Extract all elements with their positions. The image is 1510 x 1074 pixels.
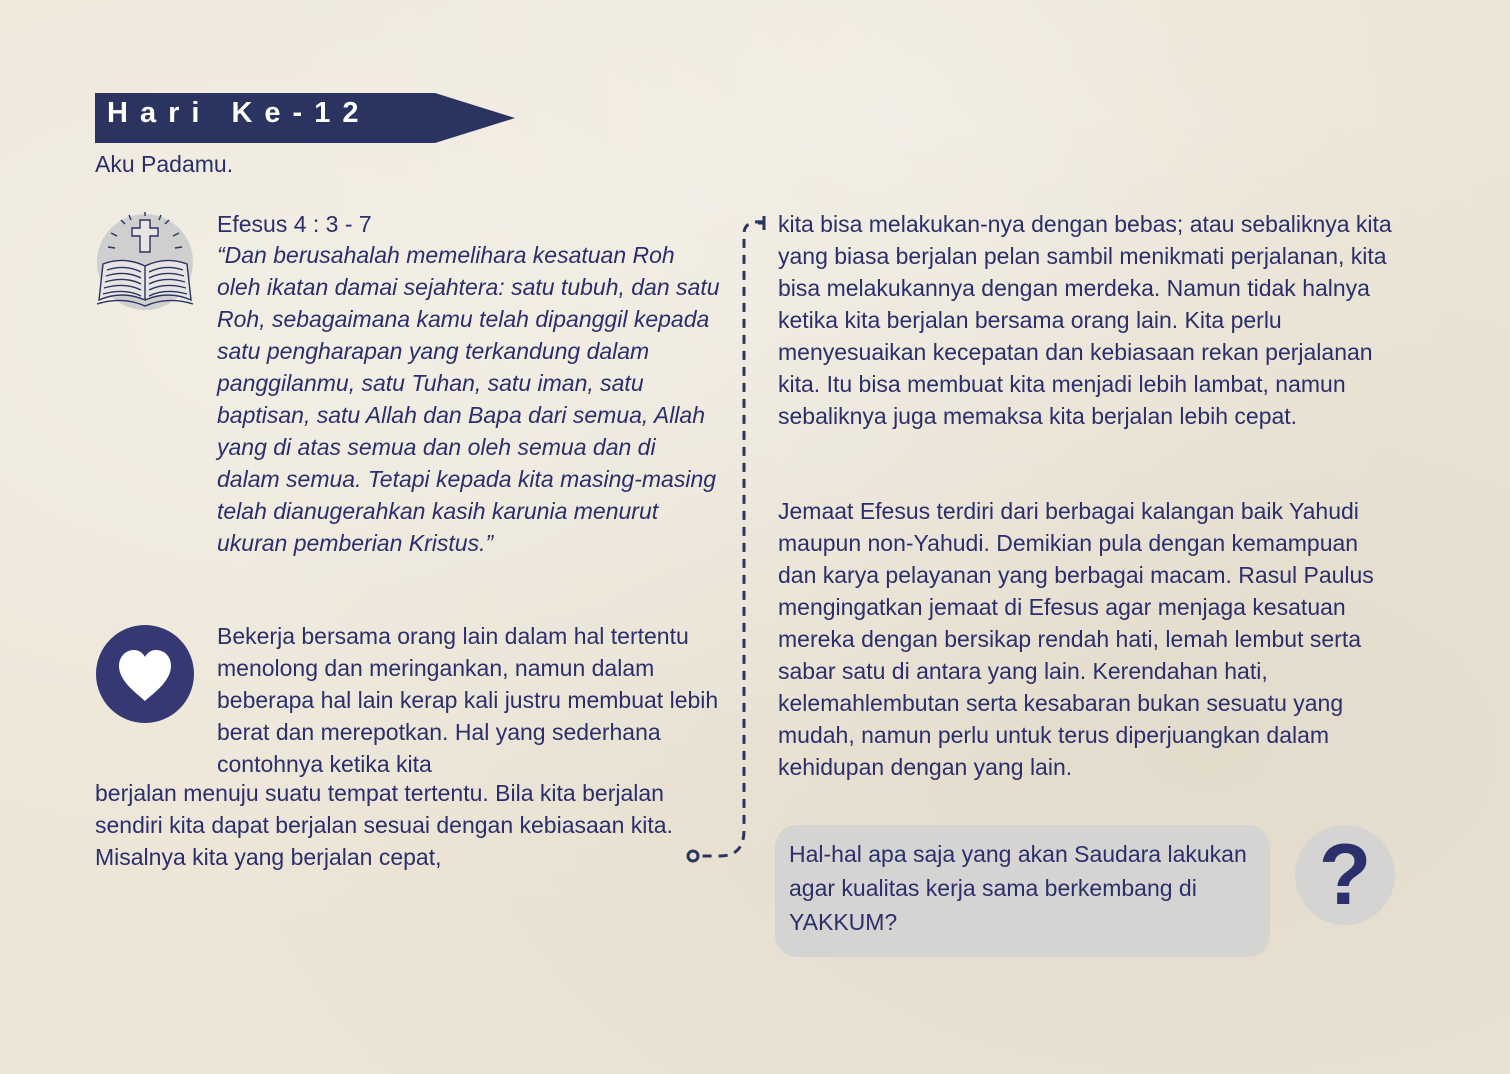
reflection-paragraph-right-1: kita bisa melakukan-nya dengan bebas; atau sebaliknya kita yang biasa berjalan pelan sambil menikmati perjalanan, kita bisa melakukannya dengan merdeka. Namun tidak halnya ketika kita berjalan bersama orang lain. Kita perlu menyesuaikan kecepatan dan kebiasaan rekan perjalanan kita. Itu bisa membuat kita menjadi lebih lambat, namun sebaliknya juga memaksa kita berjalan lebih cepat. bbox=[778, 211, 1392, 429]
scripture-reference: Efesus 4 : 3 - 7 bbox=[217, 211, 372, 237]
question-box bbox=[775, 825, 1270, 957]
question-mark-symbol: ? bbox=[1318, 827, 1372, 923]
bible-cross-icon bbox=[95, 212, 195, 312]
reflection-paragraph-right-2: Jemaat Efesus terdiri dari berbagai kalangan baik Yahudi maupun non-Yahudi. Demikian pula dengan kemampuan dan karya pelayanan yang berbagai macam. Rasul Paulus mengingatkan jemaat di Efesus agar menjaga kesatuan mereka dengan bersikap rendah hati, lemah lembut serta sabar satu di antara yang lain. Kerendahan hati, kelemahlembutan serta kesabaran bukan sesuatu yang mudah, namun perlu untuk terus diperjuangkan dalam kehidupan dengan yang lain. bbox=[778, 498, 1374, 780]
question-mark-icon bbox=[1295, 825, 1395, 925]
question-text: Hal-hal apa saja yang akan Saudara lakukan agar kualitas kerja sama berkembang di YAKKUM? bbox=[789, 841, 1247, 935]
day-title: Hari Ke-12 bbox=[107, 97, 371, 129]
day-banner bbox=[95, 93, 515, 143]
reflection-paragraph-left-bottom: berjalan menuju suatu tempat tertentu. Bila kita berjalan sendiri kita dapat berjalan sesuai dengan kebiasaan kita. Misalnya kita yang berjalan cepat, bbox=[95, 780, 673, 870]
scripture-text: “Dan berusahalah memelihara kesatuan Roh oleh ikatan damai sejahtera: satu tubuh, dan satu Roh, sebagaimana kamu telah dipanggil kepada satu pengharapan yang terkandung dalam panggilanmu, satu Tuhan, satu iman, satu baptisan, satu Allah dan Bapa dari semua, Allah yang di atas semua dan oleh semua dan di dalam semua. Tetapi kepada kita masing-masing telah dianugerahkan kasih karunia menurut ukuran pemberian Kristus.” bbox=[217, 242, 720, 556]
reflection-paragraph-left-top: Bekerja bersama orang lain dalam hal tertentu menolong dan meringankan, namun dalam beberapa hal lain kerap kali justru membuat lebih berat dan merepotkan. Hal yang sederhana contohnya ketika kita bbox=[217, 623, 719, 777]
page-subtitle: Aku Padamu. bbox=[95, 151, 234, 177]
heart-icon bbox=[95, 624, 195, 724]
continuation-connector bbox=[680, 210, 780, 870]
